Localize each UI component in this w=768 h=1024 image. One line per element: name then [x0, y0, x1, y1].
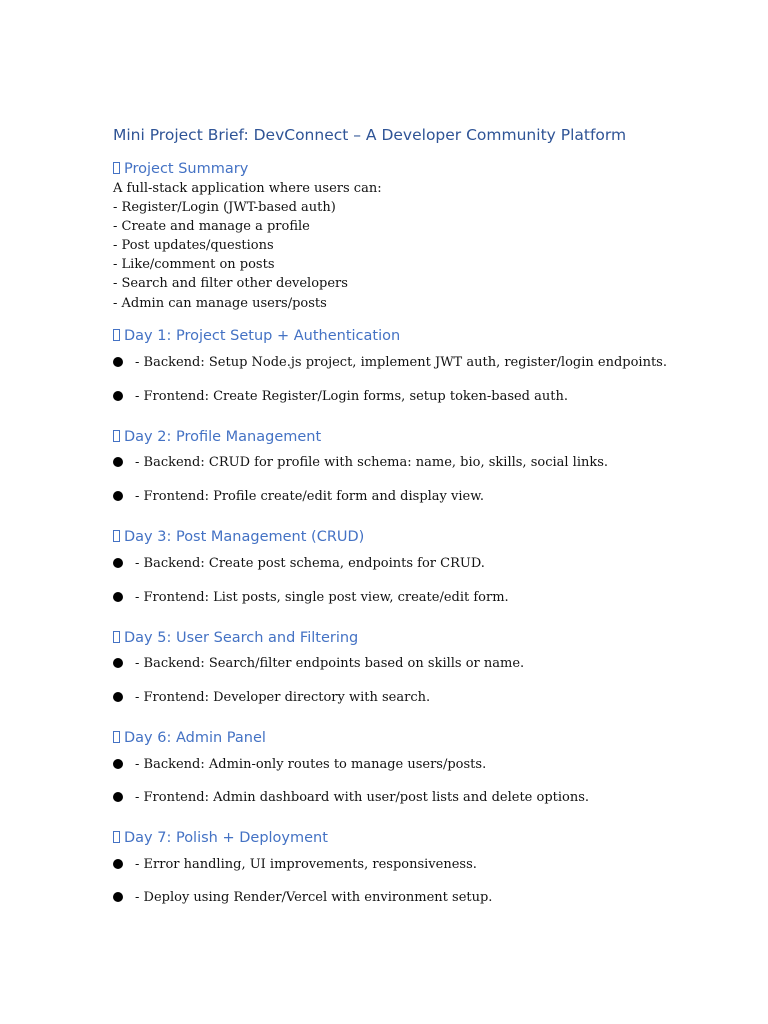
- section-heading-text: Day 7: Polish + Deployment: [124, 830, 328, 846]
- summary-line: - Like/comment on posts: [113, 257, 275, 273]
- bullet-icon: [113, 892, 123, 902]
- list-item-text: - Error handling, UI improvements, responsiveness.: [135, 857, 477, 872]
- section-heading-day-6: [113, 728, 266, 748]
- list-item: [113, 388, 568, 406]
- section-heading-day-5: [113, 628, 358, 648]
- bullet-icon: [113, 391, 123, 401]
- summary-line: - Create and manage a profile: [113, 219, 310, 235]
- list-item-text: - Frontend: Create Register/Login forms, setup token-based auth.: [135, 389, 568, 404]
- list-item-text: - Frontend: List posts, single post view, create/edit form.: [135, 590, 509, 605]
- bullet-icon: [113, 357, 123, 367]
- section-heading-day-2: [113, 427, 321, 447]
- bullet-icon: [113, 592, 123, 602]
- section-heading-day-7: [113, 828, 328, 848]
- list-item: [113, 689, 430, 707]
- section-heading-text: Project Summary: [124, 161, 249, 177]
- missing-glyph-box-icon: [113, 430, 120, 442]
- summary-line: - Search and filter other developers: [113, 276, 348, 292]
- list-item: [113, 354, 667, 372]
- list-item: [113, 756, 486, 774]
- section-heading-text: Day 3: Post Management (CRUD): [124, 529, 365, 545]
- missing-glyph-box-icon: [113, 731, 120, 743]
- project-summary-text: [113, 179, 382, 313]
- list-item: [113, 856, 477, 874]
- bullet-icon: [113, 491, 123, 501]
- section-heading-text: Day 1: Project Setup + Authentication: [124, 328, 401, 344]
- section-heading-day-3: [113, 527, 364, 547]
- bullet-icon: [113, 859, 123, 869]
- section-heading-day-1: [113, 326, 400, 346]
- document-title: Mini Project Brief: DevConnect – A Developer Community Platform: [113, 126, 627, 144]
- missing-glyph-box-icon: [113, 329, 120, 341]
- summary-line: - Register/Login (JWT-based auth): [113, 200, 336, 216]
- list-item-text: - Backend: CRUD for profile with schema: name, bio, skills, social links.: [135, 455, 609, 470]
- list-item-text: - Frontend: Profile create/edit form and display view.: [135, 489, 484, 504]
- bullet-icon: [113, 692, 123, 702]
- bullet-icon: [113, 792, 123, 802]
- list-item-text: - Backend: Create post schema, endpoints for CRUD.: [135, 556, 485, 571]
- summary-line: - Post updates/questions: [113, 238, 274, 254]
- summary-line: - Admin can manage users/posts: [113, 295, 327, 311]
- section-heading-text: Day 6: Admin Panel: [124, 730, 266, 746]
- missing-glyph-box-icon: [113, 631, 120, 643]
- list-item-text: - Backend: Setup Node.js project, implement JWT auth, register/login endpoints.: [135, 355, 667, 370]
- missing-glyph-box-icon: [113, 530, 120, 542]
- list-item: [113, 488, 484, 506]
- bullet-icon: [113, 759, 123, 769]
- missing-glyph-box-icon: [113, 831, 120, 843]
- bullet-icon: [113, 658, 123, 668]
- list-item: [113, 589, 509, 607]
- list-item: [113, 555, 485, 573]
- list-item-text: - Deploy using Render/Vercel with environment setup.: [135, 890, 493, 905]
- list-item-text: - Backend: Admin-only routes to manage users/posts.: [135, 757, 487, 772]
- missing-glyph-box-icon: [113, 162, 120, 174]
- section-heading-project-summary: [113, 159, 248, 179]
- section-heading-text: Day 5: User Search and Filtering: [124, 630, 359, 646]
- list-item: [113, 655, 524, 673]
- bullet-icon: [113, 558, 123, 568]
- list-item-text: - Frontend: Developer directory with search.: [135, 690, 431, 705]
- summary-line: A full-stack application where users can:: [113, 181, 382, 196]
- list-item: [113, 889, 492, 907]
- section-heading-text: Day 2: Profile Management: [124, 429, 322, 445]
- bullet-icon: [113, 457, 123, 467]
- list-item: [113, 789, 589, 807]
- list-item-text: - Backend: Search/filter endpoints based on skills or name.: [135, 656, 525, 671]
- list-item-text: - Frontend: Admin dashboard with user/post lists and delete options.: [135, 790, 590, 805]
- list-item: [113, 454, 608, 472]
